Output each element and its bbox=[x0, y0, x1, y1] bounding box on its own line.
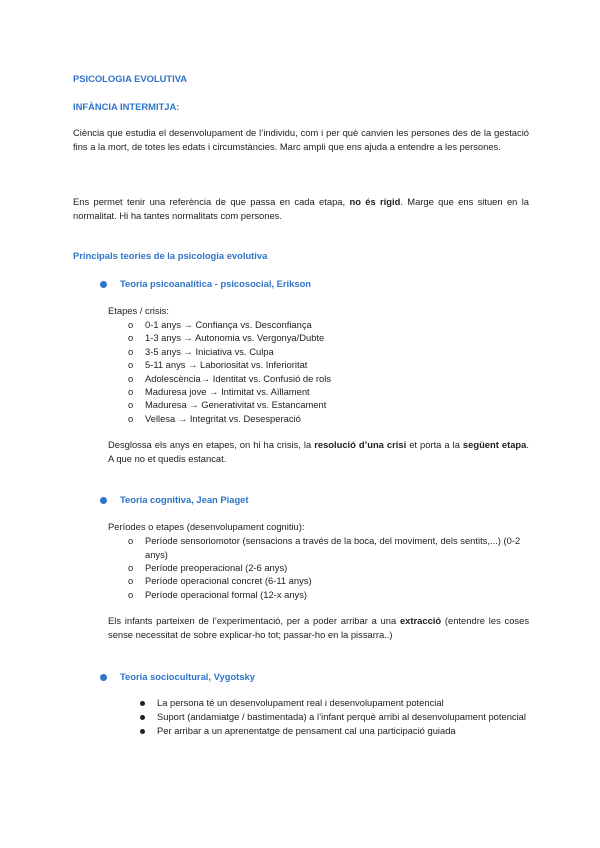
bullet-icon bbox=[140, 729, 145, 734]
section-heading: Principals teories de la psicologia evolutiva bbox=[73, 250, 268, 261]
vygotsky-heading: Teoria sociocultural, Vygotsky bbox=[100, 670, 255, 684]
list-item: Suport (andamiatge / bastimentada) a l’infant perquè arribi al desenvolupament potencial bbox=[140, 710, 529, 724]
erikson-stage-list bbox=[108, 318, 331, 425]
list-item: o 0-1 anys → Confiança vs. Desconfiança bbox=[128, 319, 312, 330]
list-item: o 1-3 anys → Autonomia vs. Vergonya/Dubte bbox=[128, 332, 325, 344]
bullet-icon bbox=[100, 674, 107, 681]
piaget-note: Els infants parteixen de l’experimentació, per a poder arribar a una extracció (entendre les coses sense necessitat de sobre explicar-ho tot; passar-ho en la pissarra..) bbox=[108, 615, 530, 640]
list-item: o Període operacional concret (6-11 anys) bbox=[128, 575, 312, 587]
bullet-icon bbox=[140, 701, 145, 706]
list-item: o Maduresa jove → Intimitat vs. Aïllament bbox=[128, 385, 310, 397]
bullet-icon bbox=[140, 715, 145, 720]
list-item: o Maduresa → Generativitat vs. Estancament bbox=[128, 399, 327, 411]
vygotsky-list bbox=[140, 696, 529, 738]
list-item: o Període operacional formal (12-x anys) bbox=[128, 588, 308, 600]
bullet-icon bbox=[100, 281, 107, 288]
list-item: o 3-5 anys → Iniciativa vs. Culpa bbox=[128, 345, 274, 357]
list-item: o Període preoperacional (2-6 anys) bbox=[128, 562, 288, 573]
piaget-label: Períodes o etapes (desenvolupament cognitiu): bbox=[108, 521, 305, 532]
document-title: PSICOLOGIA EVOLUTIVA bbox=[73, 73, 188, 84]
list-item: o Període sensoriomotor (sensacions a través de la boca, del moviment, dels sentits,...) (0-2 anys) bbox=[128, 535, 521, 560]
list-item: o Adolescència→ Identitat vs. Confusió de rols bbox=[128, 372, 332, 384]
erikson-label: Etapes / crisis: bbox=[108, 305, 169, 316]
erikson-note: Desglossa els anys en etapes, on hi ha crisis, la resolució d’una crisi et porta a la següent etapa. A que no et quedis estancat. bbox=[108, 439, 529, 464]
list-item: o Vellesa → Integritat vs. Desesperació bbox=[128, 412, 301, 424]
list-item: o 5-11 anys → Laboriositat vs. Inferioritat bbox=[128, 359, 308, 371]
bullet-icon bbox=[100, 497, 107, 504]
piaget-heading: Teoria cognitiva, Jean Piaget bbox=[100, 493, 249, 507]
piaget-stage-list bbox=[108, 534, 529, 601]
document-subtitle: INFÀNCIA INTERMITJA: bbox=[73, 101, 180, 112]
intro-paragraph-2: Ens permet tenir una referència de que passa en cada etapa, no és rígid. Marge que ens situen en la normalitat. Hi ha tantes normalitats com persones. bbox=[73, 196, 529, 221]
intro-paragraph-1: Ciència que estudia el desenvolupament de l’individu, com i per què canvien les persones des de la gestació fins a la mort, de totes les edats i circumstàncies. Marc ampli que ens ajuda a entendre a les persones. bbox=[73, 127, 529, 152]
list-item: Per arribar a un aprenentatge de pensament cal una participació guiada bbox=[140, 724, 529, 738]
erikson-heading: Teoria psicoanalítica - psicosocial, Erikson bbox=[100, 277, 311, 291]
list-item: La persona té un desenvolupament real i desenvolupament potencial bbox=[140, 696, 529, 710]
